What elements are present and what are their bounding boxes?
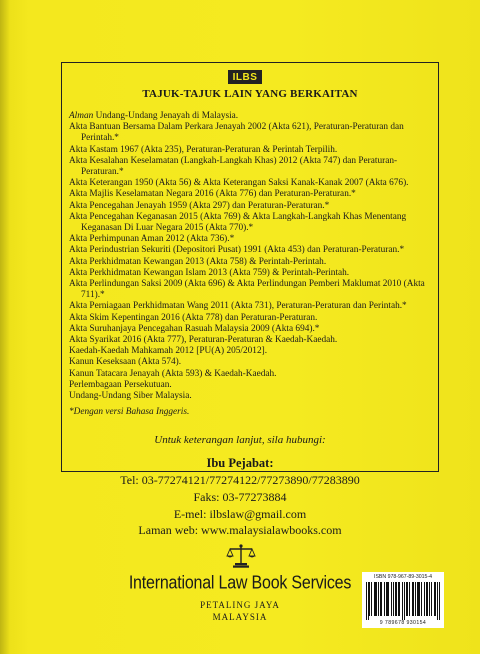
barcode-bar	[384, 582, 385, 616]
related-title-text: Akta Perkhidmatan Kewangan Islam 2013 (Akta 759) & Perintah-Perintah.	[69, 267, 350, 278]
barcode-bar	[431, 582, 432, 616]
barcode-bar	[388, 582, 389, 616]
related-title-item	[69, 324, 435, 335]
related-title-text: Akta Pencegahan Jenayah 1959 (Akta 297) dan Peraturan-Peraturan.*	[69, 200, 330, 211]
barcode-bar	[417, 582, 418, 616]
barcode-bar	[424, 582, 425, 616]
isbn-barcode	[362, 572, 444, 628]
english-version-note: *Dengan versi Bahasa Inggeris.	[69, 407, 190, 417]
related-title-text: Akta Majlis Keselamatan Negara 2016 (Akta 776) dan Peraturan-Peraturan.*	[69, 189, 356, 200]
website-line: Laman web: www.malaysialawbooks.com	[138, 523, 342, 537]
related-title-item	[69, 156, 435, 178]
related-title-item	[69, 301, 435, 312]
barcode-bar	[399, 582, 400, 616]
barcode-bar	[404, 582, 405, 620]
related-title-item	[69, 279, 435, 301]
related-title-item	[69, 257, 435, 268]
barcode-bar	[415, 582, 416, 616]
related-title-text: Perlembagaan Persekutuan.	[69, 379, 172, 390]
related-title-text: Akta Pencegahan Keganasan 2015 (Akta 769) & Akta Langkah-Langkah Khas Menentang Keganasan Di Luar Negara 2015 (Akta 770).*	[69, 211, 407, 234]
related-title-text: Akta Perindustrian Sekuriti (Depositori Pusat) 1991 (Akta 453) dan Peraturan-Peraturan.*	[69, 245, 405, 256]
related-title-item	[69, 178, 435, 189]
related-title-item	[69, 346, 435, 357]
barcode-bar	[380, 582, 381, 616]
isbn-number: ISBN 978-967-89-3015-4	[374, 574, 432, 580]
barcode-bar	[366, 582, 367, 620]
related-title-item	[69, 357, 435, 368]
barcode-bar	[393, 582, 394, 616]
publisher-name: International Law Book Services	[128, 573, 352, 594]
barcode-bar	[378, 582, 379, 616]
related-title-text: Akta Kastam 1967 (Akta 235), Peraturan-Peraturan & Perintah Terpilih.	[69, 144, 338, 155]
related-title-text: Akta Perniagaan Perkhidmatan Wang 2011 (Akta 731), Peraturan-Peraturan dan Perintah.*	[69, 301, 407, 312]
barcode-bar	[427, 582, 428, 616]
publisher-country: MALAYSIA	[212, 612, 268, 622]
contact-intro: Untuk keterangan lanjut, sila hubungi:	[154, 434, 326, 446]
related-title-text: Akta Suruhanjaya Pencegahan Rasuah Malaysia 2009 (Akta 694).*	[69, 323, 320, 334]
barcode-bar	[368, 582, 369, 620]
related-title-text: Akta Syarikat 2016 (Akta 777), Peraturan-Peraturan & Kaedah-Kaedah.	[69, 335, 338, 346]
related-title-text: Akta Kesalahan Keselamatan (Langkah-Langkah Khas) 2012 (Akta 747) dan Peraturan-Peraturan.*	[69, 155, 398, 178]
related-title-item	[69, 313, 435, 324]
related-title-text: Akta Keterangan 1950 (Akta 56) & Akta Keterangan Saksi Kanak-Kanak 2007 (Akta 676).	[69, 178, 409, 189]
barcode-bar	[413, 582, 414, 616]
barcode-bar	[395, 582, 396, 616]
barcode-bar	[435, 582, 436, 616]
barcode-bar	[418, 582, 419, 616]
related-title-item	[69, 189, 435, 200]
related-titles-list	[69, 111, 435, 402]
barcode-bar	[396, 582, 397, 616]
barcode-bar	[371, 582, 372, 616]
barcode-bar	[376, 582, 377, 616]
barcode-bar	[402, 582, 403, 620]
related-title-item	[69, 369, 435, 380]
barcode-bar	[437, 582, 438, 620]
related-title-text: Kanun Keseksaan (Akta 574).	[69, 357, 182, 368]
related-title-item	[69, 391, 435, 402]
related-title-item	[69, 212, 435, 234]
related-title-item	[69, 335, 435, 346]
barcode-bar	[369, 582, 370, 616]
barcode-bar	[409, 582, 410, 616]
ilbs-logo: ILBS	[228, 70, 262, 84]
related-title-text: Kaedah-Kaedah Mahkamah 2012 [PU(A) 205/2012].	[69, 346, 268, 357]
related-title-item	[69, 145, 435, 156]
related-title-item	[69, 268, 435, 279]
barcode-bar	[419, 582, 420, 616]
barcode-bar	[374, 582, 375, 616]
related-title-item	[69, 201, 435, 212]
related-title-text: Akta Perkhidmatan Kewangan 2013 (Akta 758) & Perintah-Perintah.	[69, 256, 327, 267]
barcode-bar	[426, 582, 427, 616]
related-title-text: Akta Perlindungan Saksi 2009 (Akta 696) & Akta Perlindungan Pemberi Maklumat 2010 (Akta 711).*	[69, 279, 425, 301]
barcode-bar	[375, 582, 376, 616]
related-title-item	[69, 122, 435, 144]
related-title-item	[69, 111, 435, 122]
telephone-line: Tel: 03-77274121/77274122/77273890/77283890	[120, 473, 360, 487]
head-office-label: Ibu Pejabat:	[206, 456, 274, 470]
related-title-lead: Alman	[69, 111, 94, 121]
spine-shadow	[0, 0, 10, 654]
related-title-text: Undang-Undang Jenayah di Malaysia.	[93, 111, 239, 121]
related-title-item	[69, 380, 435, 391]
related-title-item	[69, 234, 435, 245]
publisher-city: PETALING JAYA	[200, 600, 280, 610]
related-titles-heading: TAJUK-TAJUK LAIN YANG BERKAITAN	[142, 88, 358, 100]
barcode-bar	[439, 582, 440, 620]
email-line: E-mel: ilbslaw@gmail.com	[173, 507, 307, 521]
barcode-bars	[366, 582, 440, 620]
related-title-text: Kanun Tatacara Jenayah (Akta 593) & Kaedah-Kaedah.	[69, 368, 277, 379]
barcode-bar	[434, 582, 435, 616]
barcode-bar	[412, 582, 413, 616]
barcode-bar	[421, 582, 422, 616]
related-title-text: Akta Bantuan Bersama Dalam Perkara Jenayah 2002 (Akta 621), Peraturan-Peraturan dan Perintah.*	[69, 122, 404, 144]
barcode-bar	[406, 582, 407, 616]
barcode-digits: 9 789678 930154	[379, 620, 427, 626]
barcode-bar	[387, 582, 388, 616]
related-title-text: Akta Skim Kepentingan 2016 (Akta 778) dan Peraturan-Peraturan.	[69, 312, 318, 323]
barcode-bar	[407, 582, 408, 616]
fax-line: Faks: 03-77273884	[193, 490, 287, 504]
scales-of-justice-icon	[226, 543, 256, 569]
related-title-item	[69, 245, 435, 256]
barcode-bar	[429, 582, 430, 616]
barcode-bar	[381, 582, 382, 616]
barcode-bar	[391, 582, 392, 616]
related-title-text: Undang-Undang Siber Malaysia.	[69, 391, 192, 402]
barcode-bar	[398, 582, 399, 616]
related-title-text: Akta Perhimpunan Aman 2012 (Akta 736).*	[69, 234, 235, 245]
barcode-bar	[386, 582, 387, 616]
